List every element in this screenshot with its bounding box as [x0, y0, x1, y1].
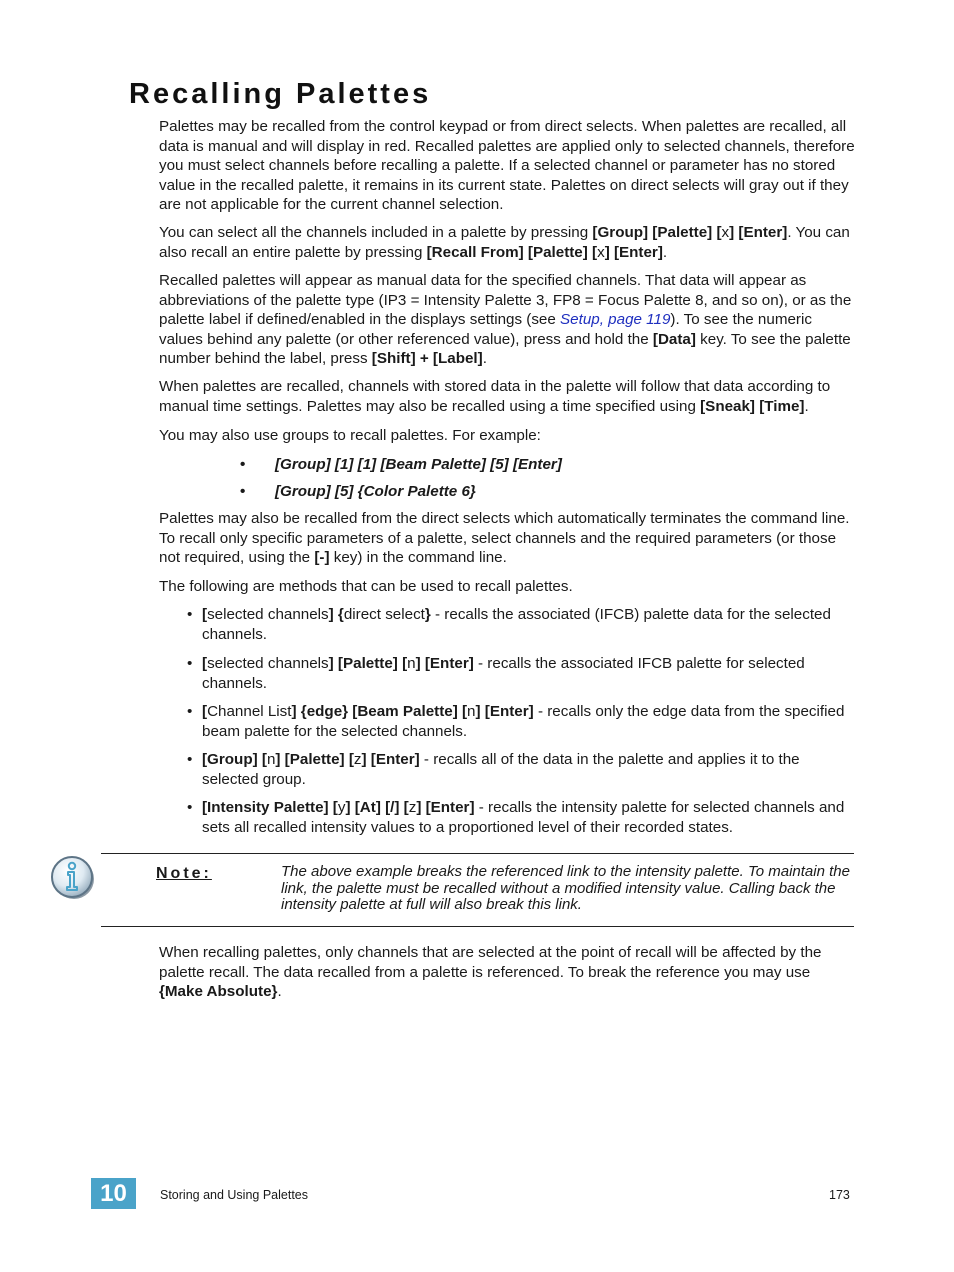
key-text: [Data] — [652, 330, 696, 348]
text: - recalls only the edge data from the specified beam palette for the selected channels. — [202, 703, 845, 740]
method-item — [202, 654, 856, 693]
method-item — [202, 750, 856, 789]
text: z — [408, 799, 417, 816]
key-text: [-] — [314, 549, 330, 566]
text: selected channels — [207, 606, 329, 623]
info-icon — [48, 853, 96, 901]
text: n — [266, 751, 276, 768]
key-text: ] [Enter] — [415, 655, 474, 672]
key-text: ] [Enter] — [416, 799, 475, 816]
key-text: {Make Absolute} — [159, 983, 278, 1000]
footer-section-title: Storing and Using Palettes — [160, 1188, 309, 1202]
key-text: [Group] [ — [202, 751, 267, 768]
key-text: [ — [202, 606, 208, 623]
key-text: [Shift] + [Label] — [371, 350, 483, 367]
key-text: ] [Enter] — [604, 243, 663, 261]
text: n — [407, 655, 416, 672]
paragraph-timing — [159, 377, 855, 416]
text: z — [353, 751, 362, 768]
text: - recalls the intensity palette for selected channels and sets all recalled intensity values to a proportioned level of their recorded states. — [202, 799, 845, 836]
paragraph-manual-data — [159, 271, 855, 369]
key-text: ] { — [328, 606, 344, 623]
text: Channel List — [207, 703, 292, 720]
method-item — [202, 605, 856, 644]
chapter-number: 10 — [91, 1178, 136, 1209]
key-text: ] [At] [/] [ — [345, 799, 409, 816]
bullet-icon: • — [187, 703, 193, 720]
text: . You can also recall an entire palette by pressing — [159, 224, 850, 261]
key-text: ] [Palette] [ — [275, 751, 354, 768]
page-title: Recalling Palettes — [129, 78, 432, 110]
text: Recalled palettes will appear as manual data for the specified channels. That data will appear as abbreviations of the palette type (IP3 = Intensity Palette 3, FP8 = Focus Palette 8, and so on), or as the palette label if defined/enabled in the displays settings (see — [159, 272, 852, 328]
method-item — [202, 702, 856, 741]
text: x — [721, 224, 730, 241]
note-bottom-rule — [101, 926, 854, 927]
bullet-icon: • — [240, 456, 246, 473]
text: . — [662, 243, 668, 261]
key-text: ] [Enter] — [361, 751, 420, 768]
text: x — [597, 243, 605, 261]
text: selected channels — [207, 655, 329, 672]
key-text: ] [Enter] — [729, 224, 788, 241]
bullet-icon: • — [187, 655, 193, 672]
text: ). To see the numeric values behind any palette (or other referenced value), press and hold the — [159, 311, 812, 348]
key-text: [Group] [Palette] [ — [592, 224, 722, 241]
text: - recalls all of the data in the palette and applies it to the selected group. — [202, 751, 800, 788]
example-item: [Group] [5] {Color Palette 6} — [275, 483, 476, 500]
paragraph-select-channels — [159, 223, 855, 262]
setup-link[interactable]: Setup, page 119 — [560, 311, 671, 328]
key-text: [ — [202, 655, 208, 672]
note-top-rule — [101, 853, 854, 854]
bullet-icon: • — [187, 799, 193, 816]
key-text: ] {edge} [Beam Palette] [ — [291, 703, 468, 720]
text: When palettes are recalled, channels with stored data in the palette will follow that data according to manual time settings. Palettes may also be recalled using a time specified using — [159, 378, 831, 415]
text: direct select — [343, 606, 425, 623]
paragraph-reference — [159, 943, 855, 1002]
key-text: [ — [202, 703, 208, 720]
text: . — [804, 397, 809, 415]
text: When recalling palettes, only channels that are selected at the point of recall will be affected by the palette recall. The data recalled from a palette is referenced. To break the reference you may use — [159, 944, 822, 981]
text: n — [467, 703, 476, 720]
text: y — [337, 799, 346, 816]
key-text: [Intensity Palette] [ — [202, 799, 338, 816]
paragraph-methods-intro: The following are methods that can be used to recall palettes. — [159, 578, 573, 595]
paragraph-intro: Palettes may be recalled from the control keypad or from direct selects. When palettes are recalled, all data is manual and will display in red. Recalled palettes are applied only to selected channels, therefore you must select channels before recalling a palette. If a selected channel or parameter has no stored value in the recalled palette, it remains in its current state. Palettes on direct selects will gray out if they are not applicable for the current channel selection. — [159, 118, 855, 213]
key-text: } — [424, 606, 431, 623]
text: key) in the command line. — [329, 549, 507, 566]
bullet-icon: • — [187, 606, 193, 623]
note-label: Note: — [156, 865, 212, 882]
footer-page-number: 173 — [829, 1188, 850, 1202]
example-item: [Group] [1] [1] [Beam Palette] [5] [Enter] — [275, 456, 562, 473]
key-text: ] [Palette] [ — [328, 655, 408, 672]
key-text: [Sneak] [Time] — [700, 397, 805, 415]
paragraph-groups: You may also use groups to recall palettes. For example: — [159, 427, 541, 444]
key-text: [Recall From] [Palette] [ — [426, 243, 598, 261]
text: key. To see the palette number behind the label, press — [159, 330, 851, 367]
text: - recalls the associated (IFCB) palette data for the selected channels. — [202, 606, 831, 643]
paragraph-direct-selects — [159, 509, 855, 568]
text: Palettes may also be recalled from the direct selects which automatically terminates the command line. To recall only specific parameters of a palette, select channels and the required parameters (or those not required, using the — [159, 510, 850, 566]
text: You can select all the channels included in a palette by pressing — [159, 224, 593, 241]
text: - recalls the associated IFCB palette for selected channels. — [202, 655, 805, 692]
text: . — [277, 983, 282, 1000]
note-text: The above example breaks the referenced link to the intensity palette. To maintain the link, the palette must be recalled without a modified intensity value. Calling back the intensity palette at full will also break this link. — [281, 863, 850, 913]
text: . — [482, 350, 487, 367]
bullet-icon: • — [240, 483, 246, 500]
key-text: ] [Enter] — [475, 703, 534, 720]
method-item — [202, 798, 856, 837]
bullet-icon: • — [187, 751, 193, 768]
